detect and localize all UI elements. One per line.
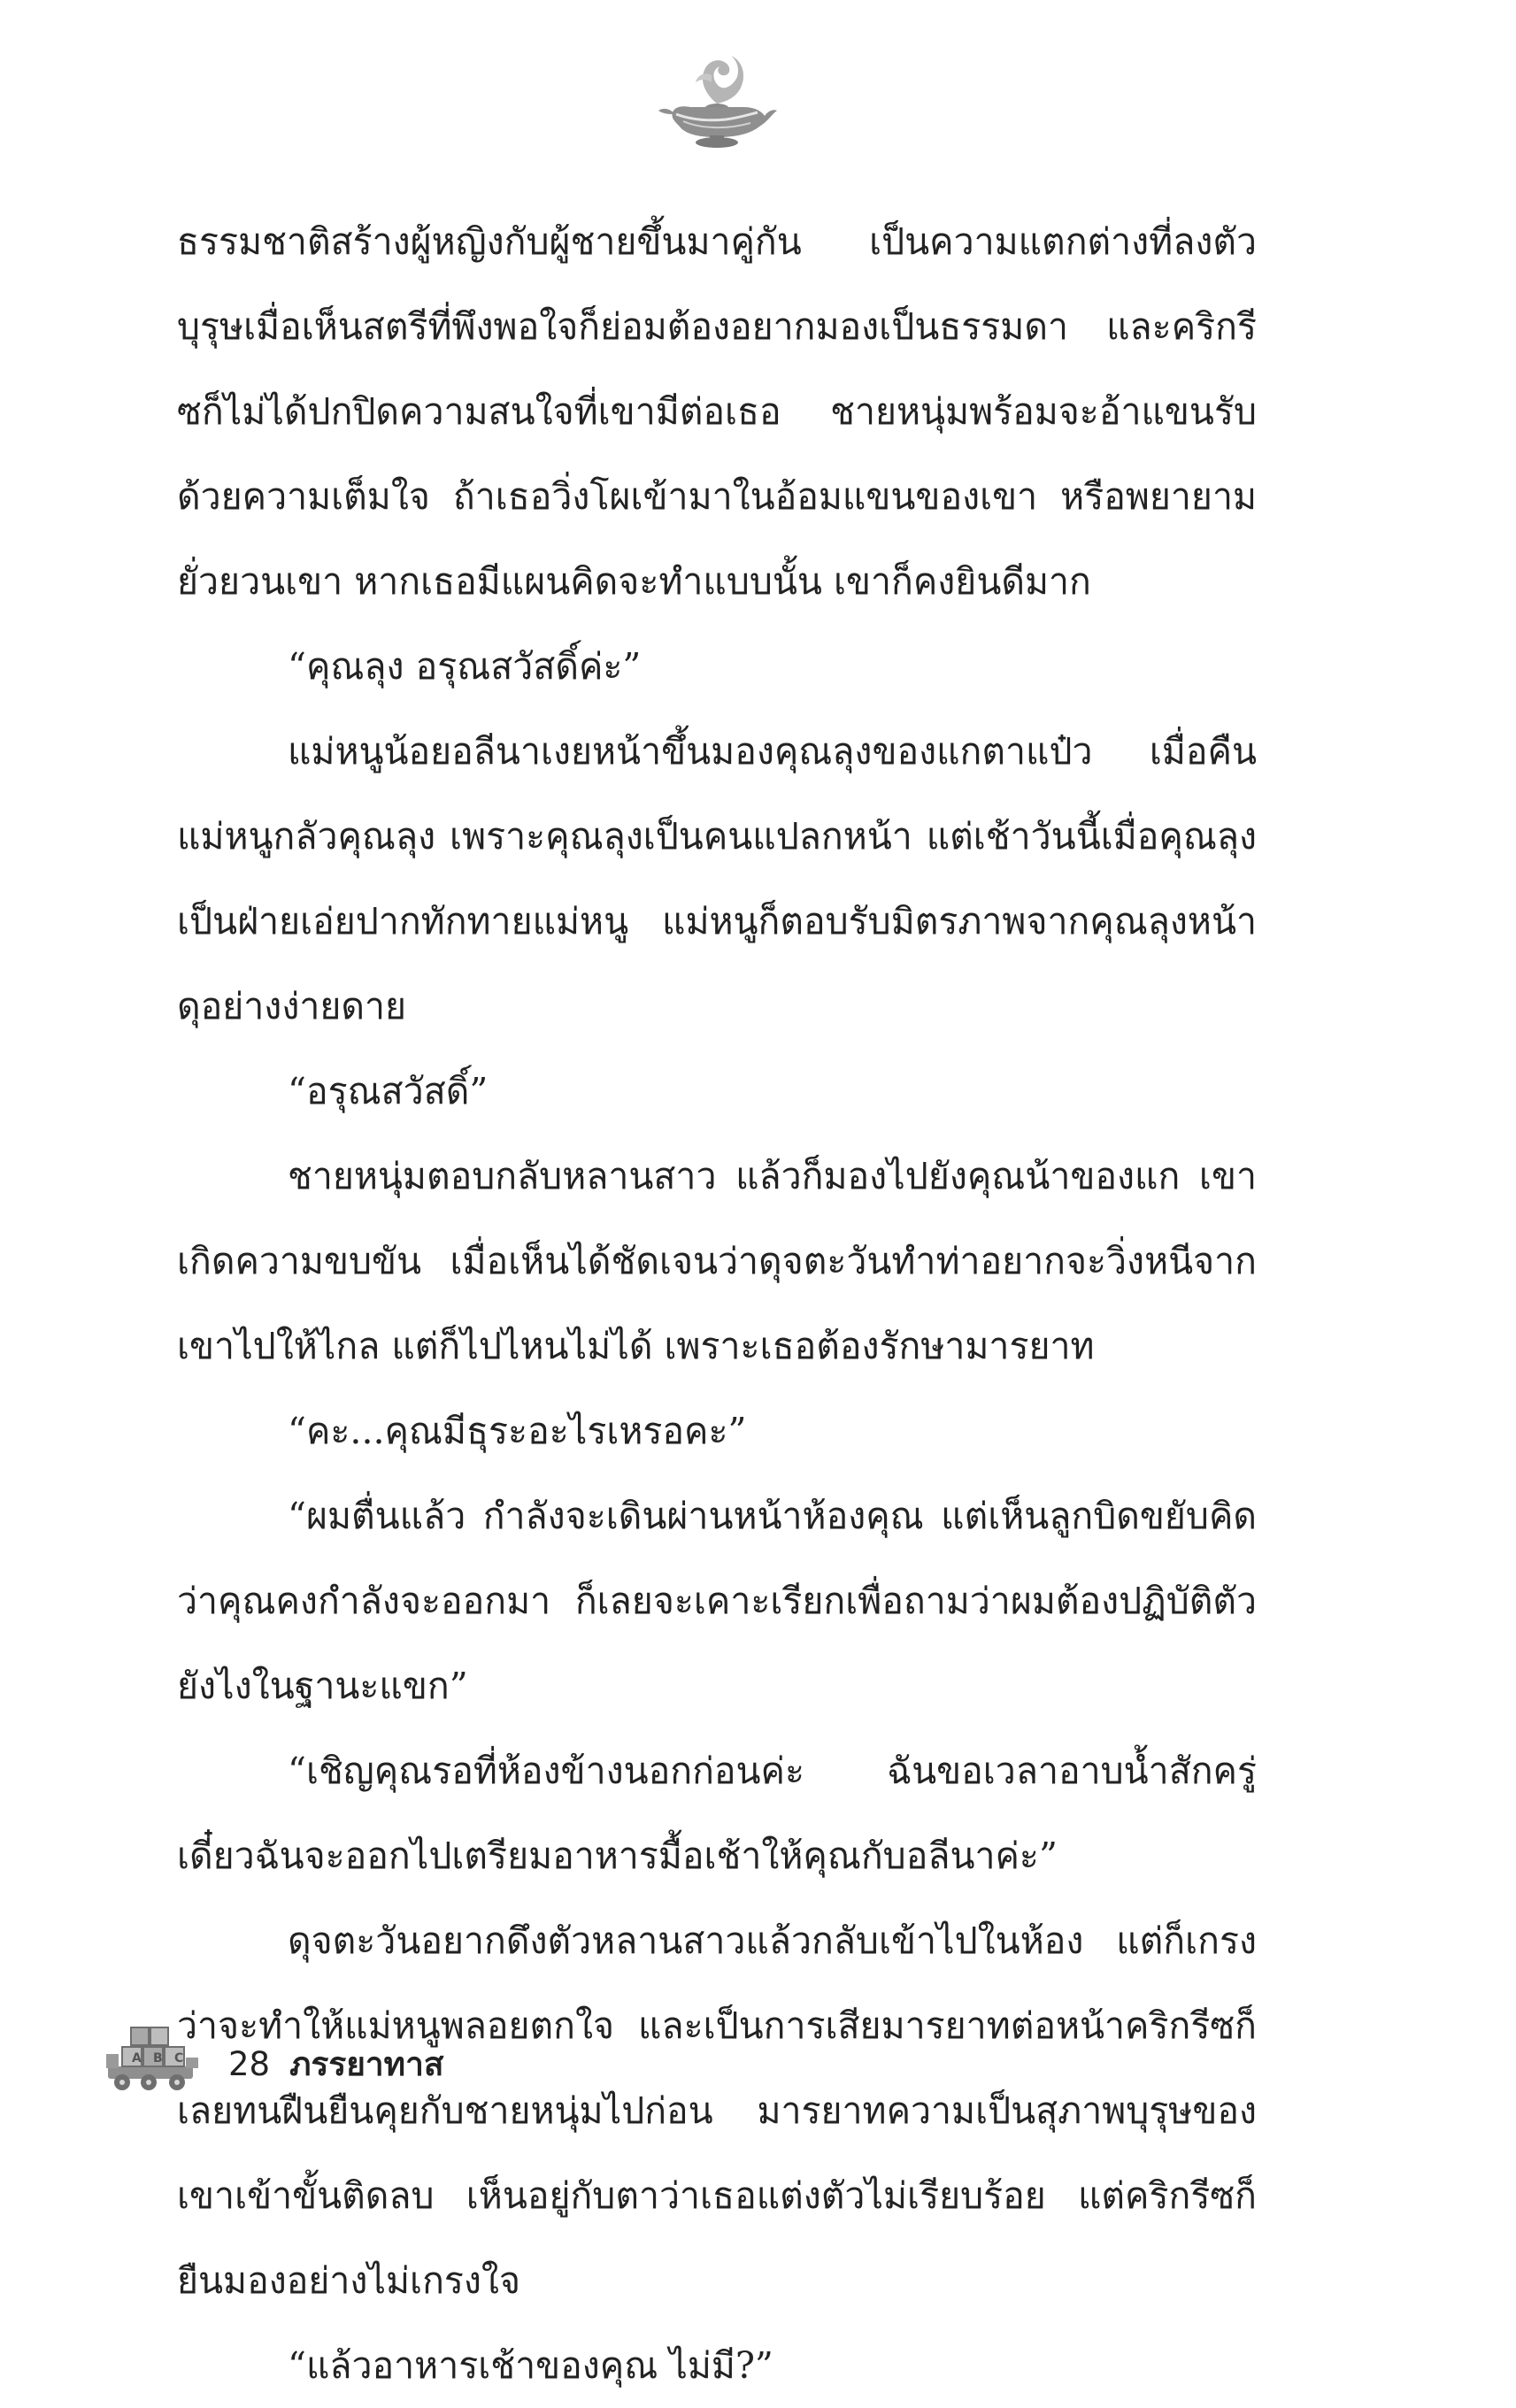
paragraph: “แล้วอาหารเช้าของคุณ ไม่มี?” [288,2344,773,2387]
paragraph: “คะ...คุณมีธุระอะไรเหรอคะ” [288,1410,747,1452]
footer-label [228,2038,443,2090]
paragraph: แม่หนูน้อยอลีนาเงยหน้าขึ้นมองคุณลุงของแกตาแป๋ว เมื่อคืนแม่หนูกลัวคุณลุง เพราะคุณลุงเป็นคนแปลกหน้า แต่เช้าวันนี้เมื่อคุณลุงเป็นฝ่ายเอ่ยปากทักทายแม่หนู แม่หนูก็ตอบรับมิตรภาพจากคุณลุงหน้าดุอย่างง่ายดาย [177,730,1257,1027]
page-number: 28 [228,2045,271,2083]
book-title: ภรรยาทาส [289,2045,444,2083]
page-footer [104,2022,635,2093]
paragraph: “คุณลุง อรุณสวัสดิ์ค่ะ” [288,645,642,688]
paragraph: “อรุณสวัสดิ์” [288,1070,489,1112]
paragraph: “ผมตื่นแล้ว กำลังจะเดินผ่านหน้าห้องคุณ แต่เห็นลูกบิดขยับคิดว่าคุณคงกำลังจะออกมา ก็เลยจะเคาะเรียกเพื่อถามว่าผมต้องปฏิบัติตัวยังไงในฐานะแขก” [177,1495,1257,1707]
paragraph: ชายหนุ่มตอบกลับหลานสาว แล้วก็มองไปยังคุณน้าของแก เขาเกิดความขบขัน เมื่อเห็นได้ชัดเจนว่าดุจตะวันทำท่าอยากจะวิ่งหนีจากเขาไปให้ไกล แต่ก็ไปไหนไม่ได้ เพราะเธอต้องรักษามารยาท [177,1155,1257,1367]
toy-train-blocks-icon [104,2022,202,2093]
paragraph: “เชิญคุณรอที่ห้องข้างนอกก่อนค่ะ ฉันขอเวลาอาบน้ำสักครู่ เดี๋ยวฉันจะออกไปเตรียมอาหารมื้อเช้าให้คุณกับอลีนาค่ะ” [177,1750,1257,1877]
magic-lamp-icon [655,49,779,150]
block-letter: B [153,2051,163,2066]
paragraph: ธรรมชาติสร้างผู้หญิงกับผู้ชายขึ้นมาคู่กัน เป็นความแตกต่างที่ลงตัว บุรุษเมื่อเห็นสตรีที่พึงพอใจก็ย่อมต้องอยากมองเป็นธรรมดา และคริกรีซก็ไม่ได้ปกปิดความสนใจที่เขามีต่อเธอ ชายหนุ่มพร้อมจะอ้าแขนรับด้วยความเต็มใจ ถ้าเธอวิ่งโผเข้ามาในอ้อมแขนของเขา หรือพยายามยั่วยวนเขา หากเธอมีแผนคิดจะทำแบบนั้น เขาก็คงยินดีมาก [177,220,1257,603]
block-letter: A [132,2051,142,2066]
paragraph: ดุจตะวันอยากดึงตัวหลานสาวแล้วกลับเข้าไปในห้อง แต่ก็เกรงว่าจะทำให้แม่หนูพลอยตกใจ และเป็นการเสียมารยาทต่อหน้าคริกรีซก็เลยทนฝืนยืนคุยกับชายหนุ่มไปก่อน มารยาทความเป็นสุภาพบุรุษของเขาเข้าขั้นติดลบ เห็นอยู่กับตาว่าเธอแต่งตัวไม่เรียบร้อย แต่คริกรีซก็ยืนมองอย่างไม่เกรงใจ [177,1919,1257,2302]
block-letter: C [174,2051,184,2066]
